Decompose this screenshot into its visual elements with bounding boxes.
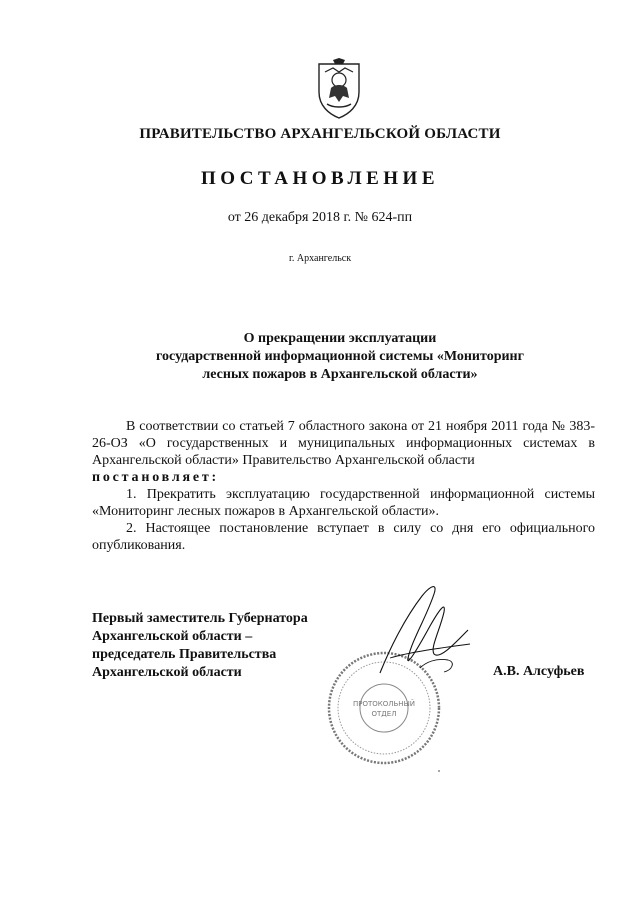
preamble-paragraph bbox=[92, 418, 595, 469]
signer-name: А.В. Алсуфьев bbox=[493, 664, 585, 679]
resolves-word: постановляет: bbox=[92, 470, 220, 485]
document-date-number: от 26 декабря 2018 г. № 624-пп bbox=[227, 210, 413, 225]
signer-position-line: Архангельской области – bbox=[92, 629, 253, 644]
signer-position-line: председатель Правительства bbox=[92, 647, 277, 662]
coat-of-arms-icon bbox=[313, 58, 365, 120]
title-line: лесных пожаров в Архангельской области» bbox=[202, 367, 478, 382]
resolves-paragraph bbox=[92, 469, 595, 486]
preamble-text: В соответствии со статьей 7 областного закона от 21 ноября 2011 года № 383-26-ОЗ «О государственных и муниципальных информационных системах в Архангельской области» Правительство Архангельской области bbox=[92, 419, 595, 468]
organization-name: ПРАВИТЕЛЬСТВО АРХАНГЕЛЬСКОЙ ОБЛАСТИ bbox=[139, 126, 501, 142]
item-2: 2. Настоящее постановление вступает в силу со дня его официального опубликования. bbox=[92, 521, 595, 553]
title-line: государственной информационной системы «Мониторинг bbox=[156, 349, 524, 364]
document-city: г. Архангельск bbox=[288, 253, 352, 264]
signer-position-line: Первый заместитель Губернатора bbox=[92, 611, 308, 626]
document-type: ПОСТАНОВЛЕНИЕ bbox=[200, 168, 440, 189]
svg-text:ОТДЕЛ: ОТДЕЛ bbox=[371, 710, 397, 718]
page-mark bbox=[438, 770, 440, 772]
document-body bbox=[92, 418, 595, 554]
signer-position-line: Архангельской области bbox=[92, 665, 242, 680]
title-line: О прекращении эксплуатации bbox=[243, 331, 437, 346]
handwritten-signature bbox=[360, 578, 480, 688]
signer-position bbox=[92, 610, 352, 682]
document-title bbox=[90, 330, 590, 384]
item-1: 1. Прекратить эксплуатацию государственной информационной системы «Мониторинг лесных пожаров в Архангельской области». bbox=[92, 487, 595, 519]
svg-text:ПРОТОКОЛЬНЫЙ: ПРОТОКОЛЬНЫЙ bbox=[352, 700, 416, 708]
